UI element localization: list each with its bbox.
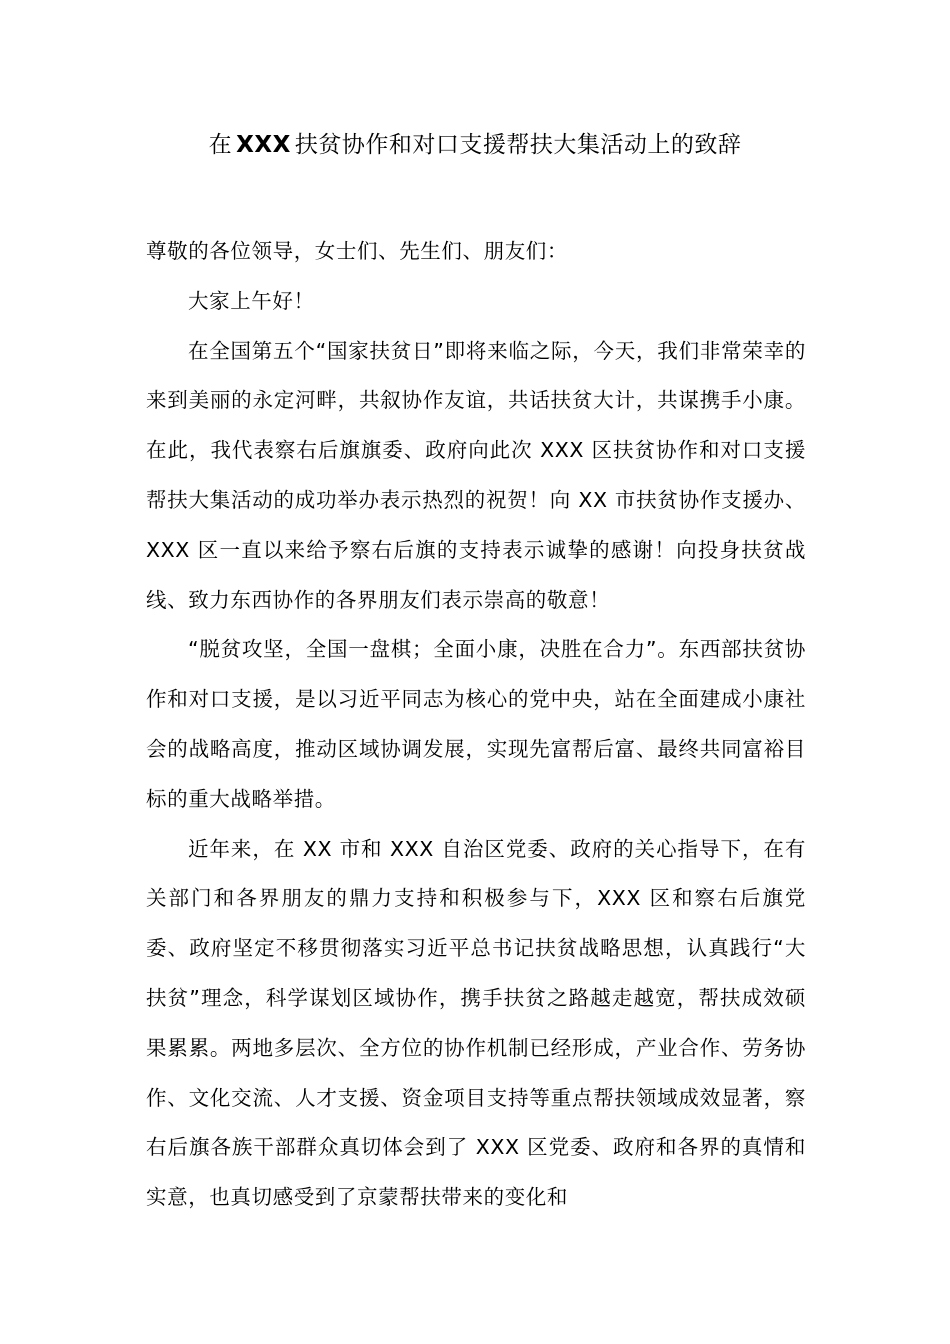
- document-body: [146, 227, 806, 1223]
- document-title: [0, 126, 950, 164]
- title-suffix: 扶贫协作和对口支援帮扶大集活动上的致辞: [294, 132, 742, 158]
- title-code: XXX: [236, 132, 291, 158]
- paragraph-3: 近年来，在 XX 市和 XXX 自治区党委、政府的关心指导下，在有关部门和各界朋友的鼎力支持和积极参与下，XXX 区和察右后旗党委、政府坚定不移贯彻落实习近平总书记扶贫战略思想，认真践行“大扶贫”理念，科学谋划区域协作，携手扶贫之路越走越宽，帮扶成效硕果累累。两地多层次、全方位的协作机制已经形成，产业合作、劳务协作、文化交流、人才支援、资金项目支持等重点帮扶领域成效显著，察右后旗各族干部群众真切体会到了 XXX 区党委、政府和各界的真情和实意，也真切感受到了京蒙帮扶带来的变化和: [146, 836, 806, 1210]
- title-prefix: 在: [208, 132, 233, 158]
- paragraph-2: “脱贫攻坚，全国一盘棋；全面小康，决胜在合力”。东西部扶贫协作和对口支援，是以习近平同志为核心的党中央，站在全面建成小康社会的战略高度，推动区域协调发展，实现先富帮后富、最终共同富裕目标的重大战略举措。: [146, 637, 806, 811]
- paragraph-greeting: 大家上午好！: [188, 288, 315, 313]
- salutation: 尊敬的各位领导，女士们、先生们、朋友们：: [146, 239, 568, 263]
- paragraph-1: 在全国第五个“国家扶贫日”即将来临之际，今天，我们非常荣幸的来到美丽的永定河畔，共叙协作友谊，共话扶贫大计，共谋携手小康。在此，我代表察右后旗旗委、政府向此次 XXX 区扶贫协作和对口支援帮扶大集活动的成功举办表示热烈的祝贺！向 XX 市扶贫协作支援办、XXX 区一直以来给予察右后旗的支持表示诚挚的感谢！向投身扶贫战线、致力东西协作的各界朋友们表示崇高的敬意！: [146, 338, 806, 612]
